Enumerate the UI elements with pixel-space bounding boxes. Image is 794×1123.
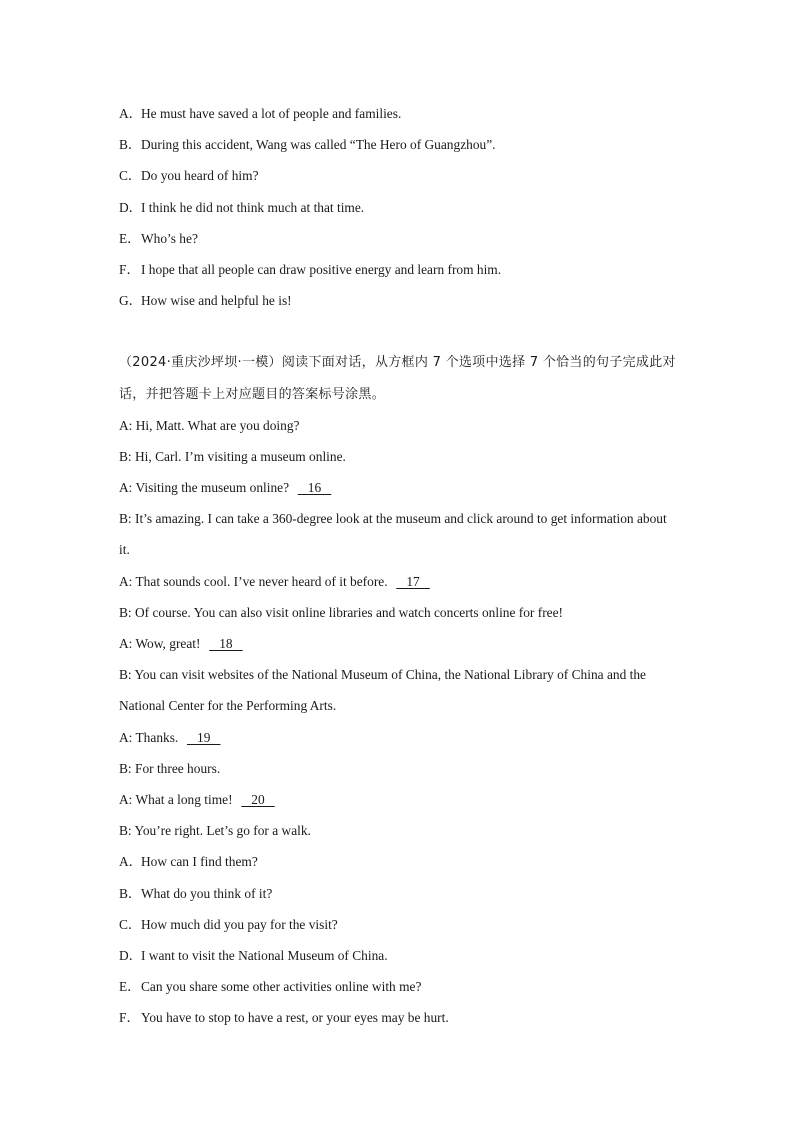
option-text: How can I find them? xyxy=(141,854,258,870)
option-letter: F． xyxy=(119,261,140,277)
option-letter: A． xyxy=(119,106,143,121)
option-letter: C． xyxy=(119,168,142,184)
option-d xyxy=(119,940,679,971)
option-e xyxy=(119,971,679,1002)
option-c xyxy=(119,160,679,191)
dialogue-line-with-blank xyxy=(119,472,679,503)
option-letter: B． xyxy=(119,885,142,901)
dialogue-line-with-blank xyxy=(119,566,679,597)
option-a xyxy=(119,98,679,129)
option-letter: D． xyxy=(119,947,143,963)
dialogue-line: B: You can visit websites of the National Museum of China, the National Library of China and the National Center for the Performing Arts. xyxy=(119,667,646,714)
answer-blank-17[interactable]: 17 xyxy=(396,573,430,589)
option-text: I think he did not think much at that time. xyxy=(141,199,365,215)
section1-options xyxy=(119,98,679,316)
answer-blank-16[interactable]: 16 xyxy=(297,480,332,496)
option-text: How much did you pay for the visit? xyxy=(141,916,338,932)
option-text: Can you share some other activities online with me? xyxy=(141,979,422,995)
option-f xyxy=(119,254,679,285)
option-d xyxy=(119,192,679,223)
option-g xyxy=(119,285,679,316)
answer-blank-20[interactable]: 20 xyxy=(241,792,275,808)
option-text: How wise and helpful he is! xyxy=(141,293,292,309)
option-text: Who’s he? xyxy=(141,230,198,246)
section2-options xyxy=(119,846,679,1033)
dialogue-line-with-blank xyxy=(119,722,679,753)
document-page xyxy=(119,98,679,1034)
option-letter: D． xyxy=(119,199,143,215)
option-text: You have to stop to have a rest, or your eyes may be hurt. xyxy=(141,1010,449,1026)
dialogue-text: A: Thanks. xyxy=(119,729,179,745)
answer-blank-18[interactable]: 18 xyxy=(209,636,243,652)
dialogue xyxy=(119,410,679,847)
section-gap xyxy=(119,316,679,347)
option-f xyxy=(119,1002,679,1033)
dialogue-text: A: That sounds cool. I’ve never heard of it before. xyxy=(119,573,388,589)
option-text: I hope that all people can draw positive energy and learn from him. xyxy=(141,261,502,277)
answer-blank-19[interactable]: 19 xyxy=(186,729,221,745)
section2-instruction: （2024·重庆沙坪坝·一模）阅读下面对话，从方框内 7 个选项中选择 7 个恰当的句子完成此对话，并把答题卡上对应题目的答案标号涂黑。 xyxy=(119,355,676,402)
option-b xyxy=(119,878,679,909)
option-text: During this accident, Wang was called “The Hero of Guangzhou”. xyxy=(141,137,496,153)
option-text: I want to visit the National Museum of China. xyxy=(141,947,388,963)
dialogue-line: B: You’re right. Let’s go for a walk. xyxy=(119,823,311,839)
option-letter: A． xyxy=(119,854,143,870)
dialogue-text: A: What a long time! xyxy=(119,792,233,808)
dialogue-line: A: Hi, Matt. What are you doing? xyxy=(119,417,300,433)
dialogue-line-with-blank xyxy=(119,628,679,659)
option-e xyxy=(119,223,679,254)
dialogue-text: A: Wow, great! xyxy=(119,636,201,652)
dialogue-line: B: It’s amazing. I can take a 360-degree look at the museum and click around to get information about it. xyxy=(119,511,667,558)
option-letter: E． xyxy=(119,979,141,995)
option-letter: G． xyxy=(119,293,143,309)
option-letter: C． xyxy=(119,916,142,932)
option-c xyxy=(119,909,679,940)
option-b xyxy=(119,129,679,160)
option-text: What do you think of it? xyxy=(141,885,273,901)
option-text: He must have saved a lot of people and families. xyxy=(141,106,402,121)
dialogue-text: A: Visiting the museum online? xyxy=(119,480,290,496)
dialogue-line-with-blank xyxy=(119,784,679,815)
dialogue-line: B: Hi, Carl. I’m visiting a museum online. xyxy=(119,448,346,464)
option-a xyxy=(119,846,679,877)
option-letter: E． xyxy=(119,230,141,246)
dialogue-line: B: Of course. You can also visit online libraries and watch concerts online for free! xyxy=(119,604,563,620)
option-letter: B． xyxy=(119,137,142,153)
dialogue-line: B: For three hours. xyxy=(119,760,221,776)
option-letter: F． xyxy=(119,1010,140,1026)
option-text: Do you heard of him? xyxy=(141,168,259,184)
